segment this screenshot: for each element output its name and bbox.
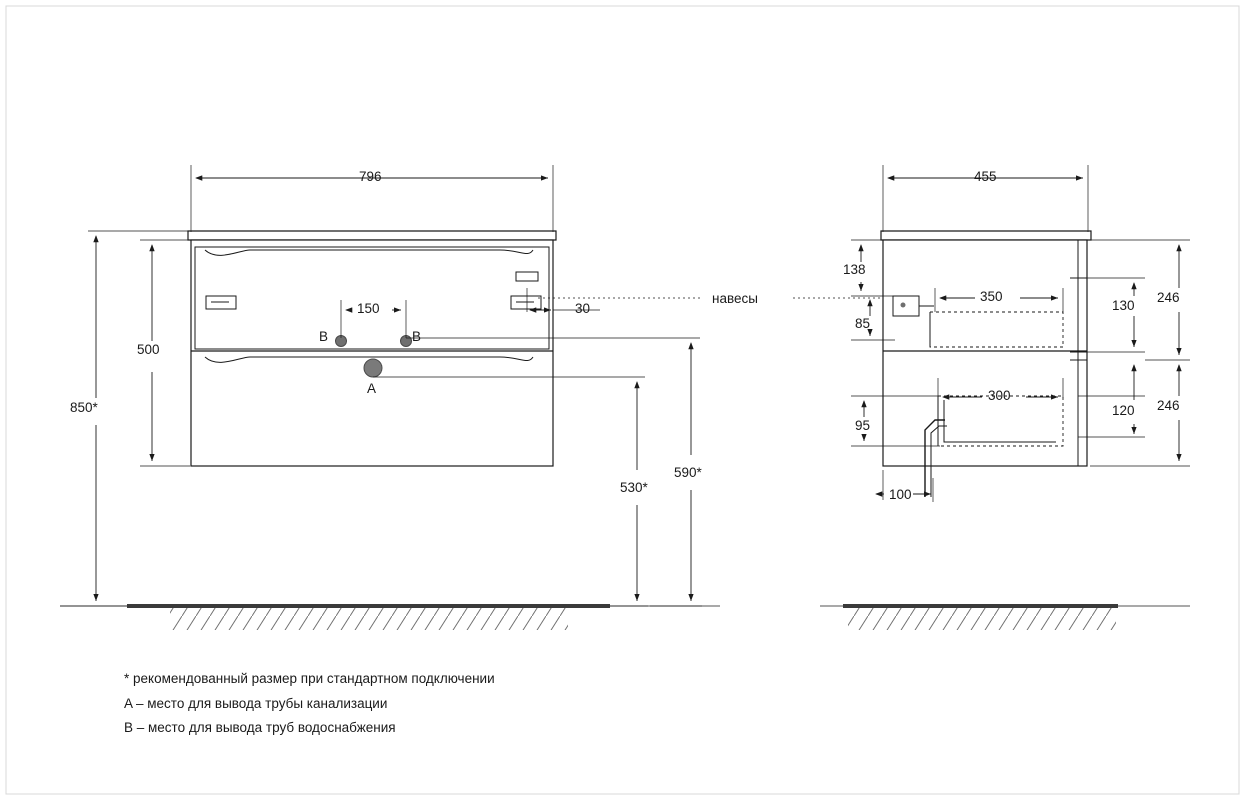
legend-note-water: B – место для вывода труб водоснабжения [124,720,396,735]
dim-label-front-width: 796 [359,169,382,184]
dim-label-side-246-lower: 246 [1157,398,1180,413]
dim-label-side-85: 85 [855,316,871,331]
marker-label-water-left: B [319,329,329,344]
dim-label-front-water-spacing: 150 [357,301,380,316]
dim-label-side-depth: 455 [974,169,997,184]
side-view-floor [820,604,1190,630]
side-view-geometry [881,231,1091,497]
dim-label-side-120: 120 [1112,403,1135,418]
dim-label-side-100: 100 [889,487,912,502]
dim-label-side-300: 300 [988,388,1011,403]
dim-label-side-246-upper: 246 [1157,290,1180,305]
dim-label-front-590: 590* [674,465,702,480]
dim-label-front-offset-right: 30 [575,301,591,316]
dim-label-side-130: 130 [1112,298,1135,313]
dim-label-front-530: 530* [620,480,648,495]
marker-label-drain: A [367,381,377,396]
dim-label-side-350: 350 [980,289,1003,304]
dim-label-side-138: 138 [843,262,866,277]
dim-label-front-cabinet-height: 500 [137,342,160,357]
dim-label-side-95: 95 [855,418,871,433]
legend-note-standard-size: * рекомендованный размер при стандартном подключении [124,671,495,686]
front-view-floor [60,604,720,630]
front-view-geometry [188,231,556,466]
dim-label-front-total-height: 850* [70,400,98,415]
legend-note-drain: A – место для вывода трубы канализации [124,696,388,711]
annotation-hangers: навесы [712,291,758,306]
marker-label-water-right: B [412,329,422,344]
